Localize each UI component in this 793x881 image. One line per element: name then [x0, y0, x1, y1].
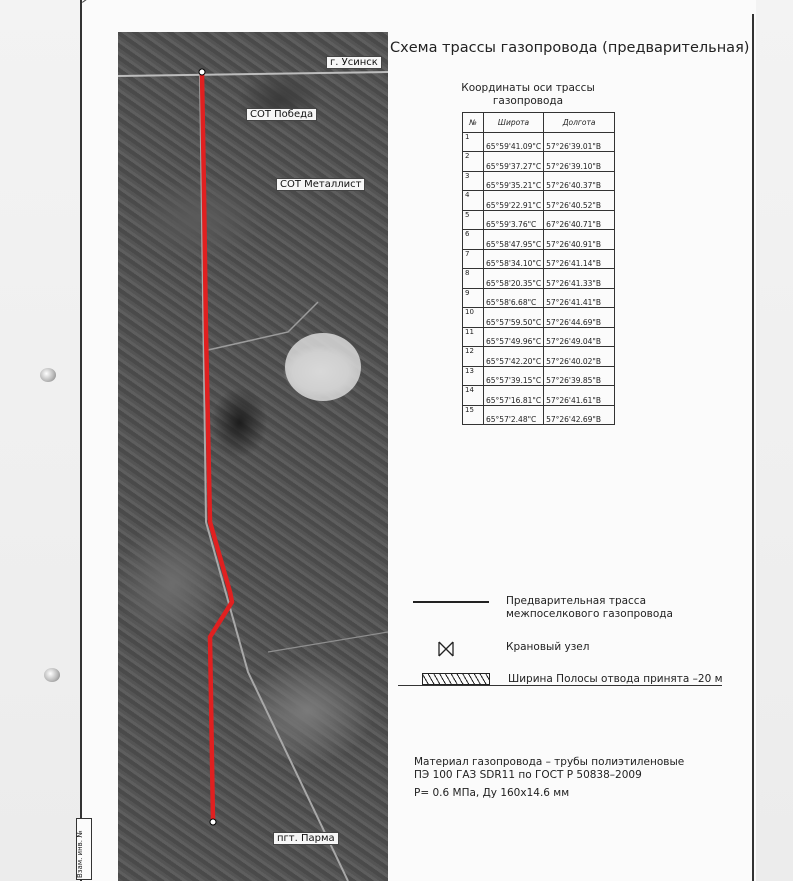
frame-right-border [752, 14, 754, 881]
coords-row [463, 132, 615, 152]
legend-route-line2: межпоселкового газопровода [506, 608, 673, 620]
coords-cell-num: 2 [463, 152, 484, 172]
coords-cell-lon: 57°26'41.14"В [544, 249, 615, 269]
legend-route-line1: Предварительная трасса [506, 595, 647, 607]
coords-cell-lat: 65°59'3.76"С [484, 210, 544, 230]
coords-cell-lon: 57°26'40.02"В [544, 347, 615, 367]
satellite-map [118, 32, 388, 881]
coords-cell-num: 12 [463, 347, 484, 367]
coords-cell-lat: 65°57'2.48"С [484, 405, 544, 425]
coords-row [463, 171, 615, 191]
stamp-label: Взам. инв. № [76, 830, 84, 878]
route-end-point [210, 819, 216, 825]
coords-row [463, 308, 615, 328]
coords-row [463, 347, 615, 367]
map-label-parma: пгт. Парма [273, 832, 339, 845]
material-line1: Материал газопровода – трубы полиэтиленовые [414, 756, 685, 768]
coords-header-row [463, 113, 615, 133]
coords-cell-num: 10 [463, 308, 484, 328]
coords-caption-line1: Координаты оси трассы [461, 82, 595, 94]
frame-left-border [80, 0, 82, 881]
coords-row [463, 249, 615, 269]
coords-cell-lat: 65°57'39.15"С [484, 366, 544, 386]
coords-cell-lon: 57°26'42.69"В [544, 405, 615, 425]
coords-cell-num: 5 [463, 210, 484, 230]
coords-table-body [463, 132, 615, 425]
coords-header-num: № [463, 113, 484, 133]
coords-cell-num: 14 [463, 386, 484, 406]
coords-row [463, 386, 615, 406]
coords-cell-lat: 65°59'22.91"С [484, 191, 544, 211]
coords-row [463, 288, 615, 308]
coords-cell-lat: 65°57'59.50"С [484, 308, 544, 328]
coords-table [462, 112, 615, 425]
coords-cell-lon: 57°26'39.85"В [544, 366, 615, 386]
coords-cell-lon: 57°26'40.52"В [544, 191, 615, 211]
coords-header-lon: Долгота [544, 113, 615, 133]
legend-route-label [506, 595, 673, 621]
coords-cell-num: 1 [463, 132, 484, 152]
coords-row [463, 366, 615, 386]
coords-cell-num: 7 [463, 249, 484, 269]
coords-cell-lat: 65°57'42.20"С [484, 347, 544, 367]
coords-caption-line2: газопровода [492, 95, 564, 107]
coords-row [463, 230, 615, 250]
coords-cell-lon: 57°26'41.61"В [544, 386, 615, 406]
coords-cell-lon: 57°26'44.69"В [544, 308, 615, 328]
map-overlay [118, 32, 388, 881]
coords-cell-lon: 57°26'40.91"В [544, 230, 615, 250]
coords-row [463, 327, 615, 347]
map-label-usinsk: г. Усинск [326, 56, 382, 69]
coords-cell-lat: 65°59'37.27"С [484, 152, 544, 172]
material-line3: Р= 0.6 МПа, Ду 160x14.6 мм [414, 787, 570, 799]
coords-cell-lon: 67°26'40.71"В [544, 210, 615, 230]
punch-hole-top [40, 368, 56, 382]
coords-cell-lon: 57°26'40.37"В [544, 171, 615, 191]
route-start-point [199, 69, 205, 75]
map-label-sot-pobeda: СОТ Победа [246, 108, 317, 121]
legend-valve-label: Крановый узел [506, 641, 590, 653]
coords-cell-num: 11 [463, 327, 484, 347]
material-note [414, 756, 684, 800]
coords-caption [448, 82, 608, 108]
coords-cell-lat: 65°59'35.21"С [484, 171, 544, 191]
coords-cell-num: 8 [463, 269, 484, 289]
coords-row [463, 191, 615, 211]
coords-header-lat: Широта [484, 113, 544, 133]
coords-row [463, 269, 615, 289]
quarry-area [285, 333, 361, 401]
gas-pipeline-route [202, 72, 232, 822]
coords-cell-lon: 57°26'39.10"В [544, 152, 615, 172]
material-line2: ПЭ 100 ГАЗ SDR11 по ГОСТ Р 50838–2009 [414, 769, 642, 781]
coords-cell-lat: 65°58'34.10"С [484, 249, 544, 269]
coords-cell-lon: 57°26'49.04"В [544, 327, 615, 347]
coords-row [463, 210, 615, 230]
coords-cell-lat: 65°57'49.96"С [484, 327, 544, 347]
legend-route-line [413, 601, 489, 603]
coords-cell-num: 9 [463, 288, 484, 308]
coords-cell-lat: 65°59'41.09"С [484, 132, 544, 152]
punch-hole-bottom [44, 668, 60, 682]
coords-cell-lat: 65°58'20.35"С [484, 269, 544, 289]
map-label-sot-metallist: СОТ Металлист [276, 178, 365, 191]
road-main [200, 72, 348, 881]
coords-cell-num: 3 [463, 171, 484, 191]
coords-cell-lat: 65°57'16.81"С [484, 386, 544, 406]
legend-strip-label: Ширина Полосы отвода принята –20 м [508, 673, 723, 685]
coords-cell-num: 13 [463, 366, 484, 386]
drawing-title: Схема трассы газопровода (предварительная) [390, 40, 750, 56]
valve-icon [438, 641, 454, 657]
coords-row [463, 405, 615, 425]
coords-cell-num: 15 [463, 405, 484, 425]
road-east [268, 632, 388, 652]
legend-strip-hatch [422, 673, 490, 685]
coords-cell-lat: 65°58'6.68"С [484, 288, 544, 308]
road-top [118, 72, 388, 76]
coords-cell-num: 6 [463, 230, 484, 250]
coords-cell-lat: 65°58'47.95"С [484, 230, 544, 250]
coords-cell-num: 4 [463, 191, 484, 211]
coords-row [463, 152, 615, 172]
coords-cell-lon: 57°26'41.33"В [544, 269, 615, 289]
coords-cell-lon: 57°26'39.01"В [544, 132, 615, 152]
coords-cell-lon: 57°26'41.41"В [544, 288, 615, 308]
